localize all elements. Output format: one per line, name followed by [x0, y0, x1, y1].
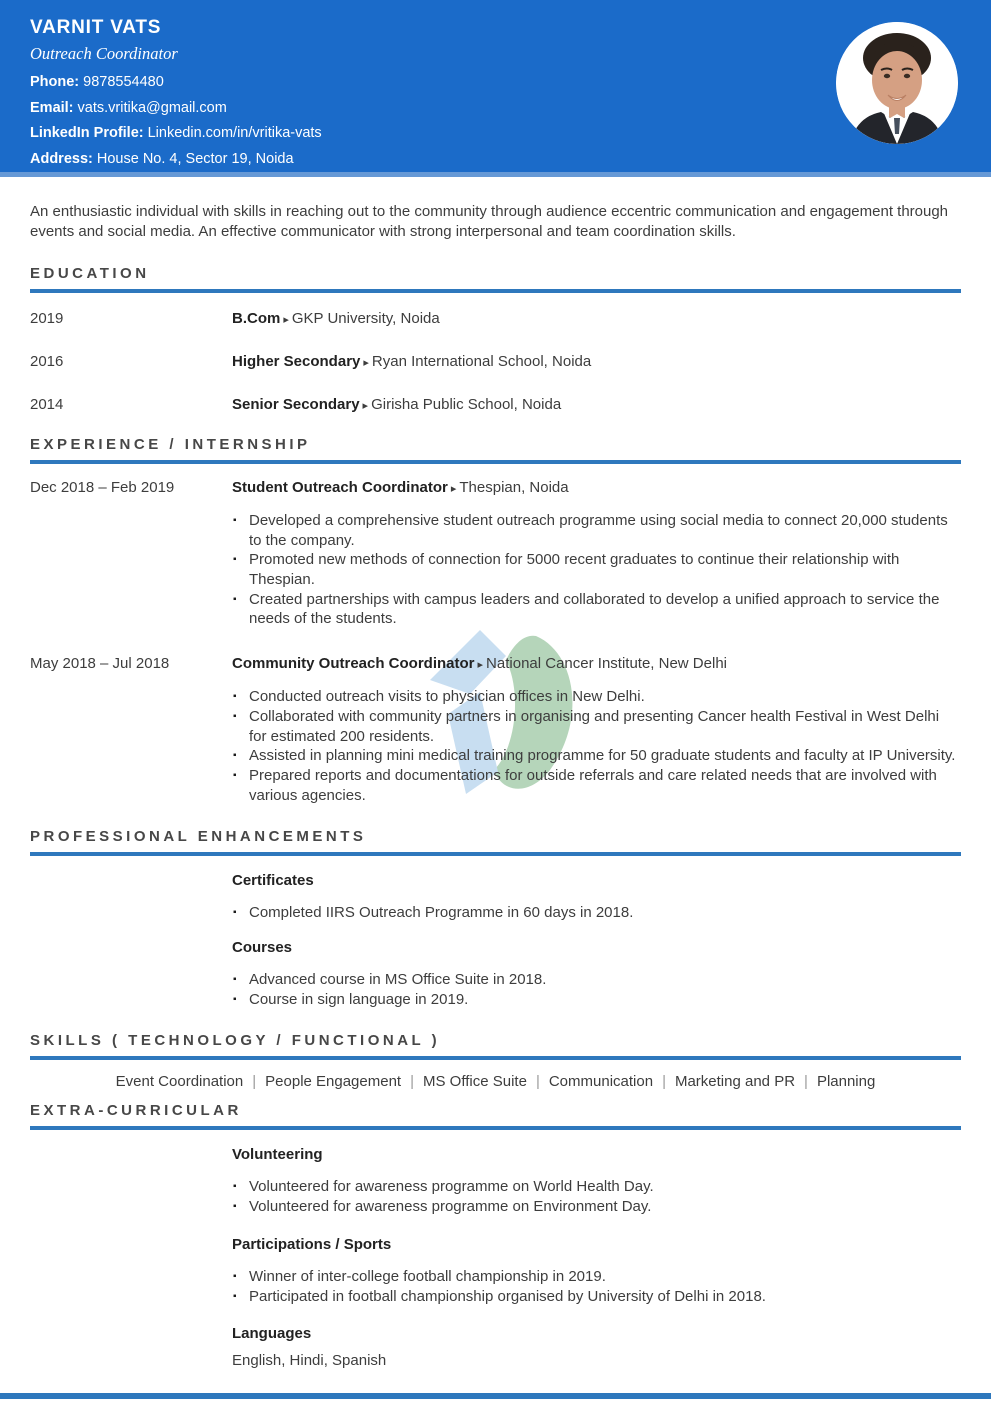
experience-bullets	[232, 511, 961, 629]
bullet-item: ▪ Created partnerships with campus leaders and collaborated to develop a unified approach to service the needs of the students.	[232, 590, 957, 629]
bullet-item: ▪ Collaborated with community partners in organising and presenting Cancer health Festival in West Delhi for estimated 200 residents.	[232, 707, 957, 746]
triangle-separator-icon: ▸	[283, 313, 289, 326]
section-heading-education: EDUCATION	[30, 264, 150, 282]
professional-content	[232, 872, 961, 1009]
role: Student Outreach Coordinator	[232, 478, 448, 496]
courses-bullets	[232, 970, 961, 1009]
skill-item: Planning	[816, 1073, 876, 1091]
skill-item: MS Office Suite	[423, 1073, 527, 1091]
triangle-separator-icon: ▸	[477, 659, 484, 672]
courses-group	[232, 939, 961, 1009]
group-title: Participations / Sports	[232, 1235, 392, 1253]
experience-entry	[30, 655, 961, 805]
footer-bar	[0, 1393, 991, 1399]
address-label: Address:	[30, 150, 93, 167]
bullet-item: ▪ Winner of inter-college football championship in 2019.	[232, 1267, 957, 1287]
certificates-bullets	[232, 903, 961, 923]
bullet-item: ▪ Participated in football championship organised by University of Delhi in 2018.	[232, 1287, 957, 1307]
extracurricular-content	[232, 1146, 961, 1369]
triangle-separator-icon: ▸	[450, 482, 457, 495]
group-title: Courses	[232, 939, 293, 957]
skill-divider: |	[804, 1073, 808, 1091]
volunteering-bullets	[232, 1177, 961, 1216]
section-rule	[30, 460, 961, 464]
school: Ryan International School, Noida	[371, 352, 592, 370]
contact-address	[30, 147, 961, 173]
languages-list: English, Hindi, Spanish	[232, 1352, 387, 1370]
experience-title	[232, 655, 961, 672]
bullet-item: ▪ Volunteered for awareness programme on Environment Day.	[232, 1197, 957, 1217]
summary-paragraph: An enthusiastic individual with skills in reaching out to the community through audience eccentric communication and engagement through events and social media. An effective communicator with strong interpersonal and team coordination skills.	[30, 203, 949, 240]
skill-divider: |	[252, 1073, 257, 1091]
education-detail	[232, 353, 591, 370]
triangle-separator-icon: ▸	[363, 356, 369, 369]
bullet-item: ▪ Prepared reports and documentations for outside referrals and care related needs that are involved with various agencies.	[232, 766, 957, 805]
volunteering-group	[232, 1146, 961, 1216]
skills-list	[30, 1073, 961, 1090]
section-rule	[30, 1126, 961, 1130]
bullet-item: ▪ Volunteered for awareness programme on World Health Day.	[232, 1177, 957, 1197]
bullet-item: ▪ Promoted new methods of connection for 5000 recent graduates to continue their relationship with Thespian.	[232, 550, 957, 589]
sports-bullets	[232, 1267, 961, 1306]
school: GKP University, Noida	[291, 309, 440, 327]
content	[0, 202, 991, 1369]
education-year: 2014	[30, 395, 64, 413]
bullet-item: ▪ Course in sign language in 2019.	[232, 990, 957, 1010]
education-year: 2019	[30, 309, 64, 327]
bullet-item: ▪ Assisted in planning mini medical training programme for 50 graduate students and faculty at IP University.	[232, 746, 957, 766]
bullet-item: ▪ Conducted outreach visits to physician offices in New Delhi.	[232, 687, 957, 707]
education-detail	[232, 396, 561, 413]
group-title: Languages	[232, 1325, 312, 1343]
header	[0, 0, 991, 177]
group-title: Certificates	[232, 872, 314, 890]
linkedin-value: Linkedin.com/in/vritika-vats	[143, 125, 322, 141]
school: Girisha Public School, Noida	[371, 395, 562, 413]
bullet-item: ▪ Advanced course in MS Office Suite in 2018.	[232, 970, 957, 990]
contact-linkedin	[30, 121, 961, 147]
section-rule	[30, 852, 961, 856]
degree: B.Com	[232, 309, 281, 327]
skill-item: People Engagement	[265, 1073, 402, 1091]
section-rule	[30, 1056, 961, 1060]
degree: Senior Secondary	[232, 395, 360, 413]
bullet-item: ▪ Developed a comprehensive student outreach programme using social media to connect 20,000 students to the company.	[232, 511, 957, 550]
section-heading-extracurricular: EXTRA-CURRICULAR	[30, 1102, 242, 1120]
degree: Higher Secondary	[232, 352, 361, 370]
profile-photo-image	[836, 22, 958, 144]
role: Community Outreach Coordinator	[232, 655, 475, 673]
company: National Cancer Institute, New Delhi	[486, 655, 727, 673]
skill-divider: |	[410, 1073, 414, 1091]
skill-item: Marketing and PR	[674, 1073, 796, 1091]
phone-label: Phone:	[30, 74, 80, 90]
email-label: Email:	[30, 99, 74, 116]
section-rule	[30, 289, 961, 293]
skill-item: Communication	[548, 1073, 654, 1091]
experience-entry	[30, 479, 961, 629]
address-value: House No. 4, Sector 19, Noida	[92, 150, 294, 167]
experience-title	[232, 479, 961, 496]
company: Thespian, Noida	[459, 478, 569, 496]
section-heading-professional: PROFESSIONAL ENHANCEMENTS	[30, 828, 367, 846]
skill-divider: |	[535, 1073, 540, 1091]
education-detail	[232, 310, 440, 327]
experience-bullets	[232, 687, 961, 805]
group-title: Volunteering	[232, 1146, 323, 1164]
triangle-separator-icon: ▸	[362, 399, 369, 412]
phone-value: 9878554480	[79, 74, 164, 90]
experience-dates: May 2018 – Jul 2018	[30, 655, 170, 673]
candidate-name: VARNIT VATS	[30, 17, 162, 38]
profile-photo	[836, 22, 958, 144]
certificates-group	[232, 872, 961, 923]
skill-divider: |	[662, 1073, 666, 1091]
education-row	[30, 310, 961, 327]
sports-group	[232, 1236, 961, 1306]
education-row	[30, 353, 961, 370]
section-heading-experience: EXPERIENCE / INTERNSHIP	[30, 435, 311, 453]
experience-body	[232, 479, 961, 629]
education-row	[30, 396, 961, 413]
bullet-item: ▪ Completed IIRS Outreach Programme in 60 days in 2018.	[232, 903, 957, 923]
languages-group	[232, 1325, 961, 1369]
contact-email	[30, 96, 961, 122]
contact-phone	[30, 70, 961, 96]
experience-dates: Dec 2018 – Feb 2019	[30, 478, 175, 496]
experience-body	[232, 655, 961, 805]
education-year: 2016	[30, 352, 64, 370]
linkedin-label: LinkedIn Profile:	[30, 125, 144, 141]
skill-item: Event Coordination	[115, 1073, 244, 1091]
candidate-title: Outreach Coordinator	[30, 44, 178, 63]
section-heading-skills: SKILLS ( TECHNOLOGY / FUNCTIONAL )	[30, 1032, 441, 1050]
email-value: vats.vritika@gmail.com	[73, 99, 227, 116]
